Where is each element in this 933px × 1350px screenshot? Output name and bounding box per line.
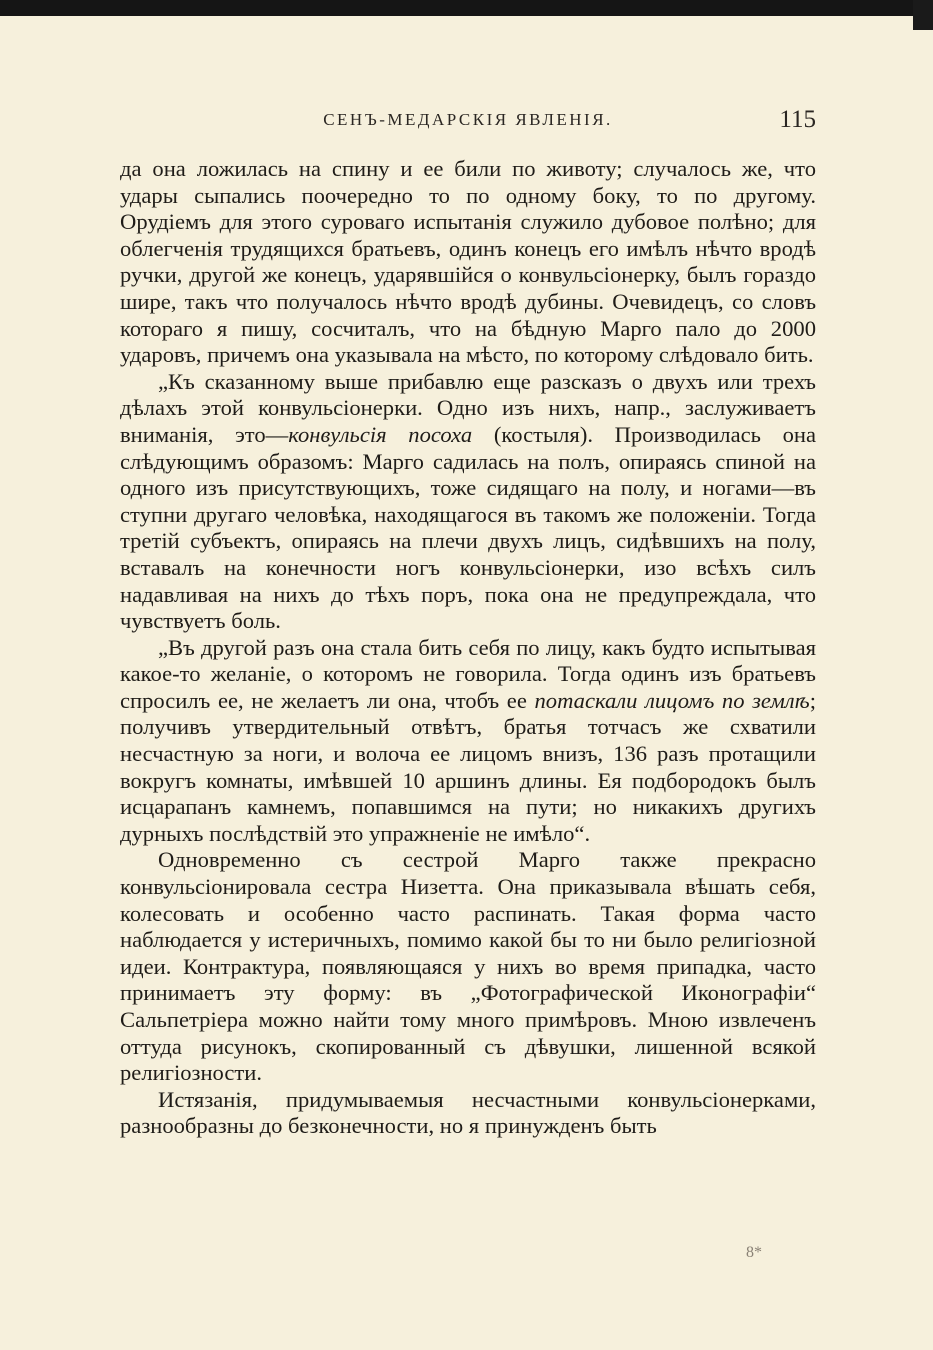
paragraph-5	[120, 1087, 816, 1140]
page-number: 115	[779, 106, 816, 133]
running-head	[120, 106, 816, 138]
paragraph-3-emphasis: потаскали лицомъ по землѣ	[534, 687, 810, 713]
paragraph-1	[120, 156, 816, 369]
paragraph-2-text-b: (костыля). Производилась она слѣдующимъ образомъ: Марго садилась на полъ, опираясь спиной на одного изъ присутствующихъ, тоже сидящаго на полу, и ногами—въ ступни другаго человѣка, находящагося въ такомъ же положенiи. Тогда третiй субъектъ, опираясь на плечи двухъ лицъ, сидѣвшихъ на полу, вставалъ на конечности ногъ конвульсiонерки, изо всѣхъ силъ надавливая на нихъ до тѣхъ поръ, пока она не предупреждала, что чувствуетъ боль.	[120, 421, 817, 634]
paragraph-3-text-b: ; получивъ утвердительный отвѣтъ, братья тотчасъ же схватили несчастную за ноги, и волоча ее лицомъ внизъ, 136 разъ протащили вокругъ комнаты, имѣвшей 10 аршинъ длины. Ея подбородокъ былъ исцарапанъ камнемъ, попавшимся на пути; но никакихъ другихъ дурныхъ послѣдствiй это упражненiе не имѣло“.	[120, 687, 816, 846]
scan-border-top	[0, 0, 933, 16]
paragraph-5-text: Истязанiя, придумываемыя несчастными конвульсiонерками, разнообразны до безконечности, но я принужденъ быть	[120, 1086, 816, 1139]
paragraph-3-text-a: „Въ другой разъ она стала бить себя по лицу, какъ будто испытывая какое-то желанiе, о которомъ не говорила. Тогда одинъ изъ братьевъ спросилъ ее, не желаетъ ли она, чтобъ ее	[120, 634, 816, 713]
paragraph-2-text-a: „Къ сказанному выше прибавлю еще разсказъ о двухъ или трехъ дѣлахъ этой конвульсiонерки. Одно изъ нихъ, напр., заслуживаетъ вниманiя, это—	[120, 368, 816, 447]
paragraph-4-text: Одновременно съ сестрой Марго также прекрасно конвульсiонировала сестра Низетта. Она приказывала вѣшать себя, колесовать и особенно часто распинать. Такая форма часто наблюдается у истеричныхъ, помимо какой бы то ни было религiозной идеи. Контрактура, появляющаяся у нихъ во время припадка, часто принимаетъ эту форму: въ „Фотографической Иконографiи“ Сальпетрiера можно найти тому много примѣровъ. Мною извлеченъ оттуда рисунокъ, скопированный съ дѣвушки, лишенной всякой религiозности.	[120, 847, 816, 1086]
paragraph-2	[120, 369, 816, 635]
scan-border-corner	[913, 0, 933, 30]
body-text	[120, 156, 816, 1140]
paragraph-3	[120, 635, 816, 848]
running-title: СЕНЪ-МЕДАРСКIЯ ЯВЛЕНIЯ.	[323, 110, 613, 129]
paragraph-4	[120, 847, 816, 1086]
paragraph-1-text: да она ложилась на спину и ее били по животу; случалось же, что удары сыпались поочередно то по одному боку, то по другому. Орудiемъ для этого суроваго испытанiя служило дубовое полѣно; для облегченiя трудящихся братьевъ, одинъ конецъ его имѣлъ нѣчто вродѣ ручки, другой же конецъ, ударявшiйся о конвульсiонерку, былъ гораздо шире, такъ что получалось нѣчто вродѣ дубины. Очевидецъ, со словъ котораго я пишу, сосчиталъ, что на бѣдную Марго пало до 2000 ударовъ, причемъ она указывала на мѣсто, по которому слѣдовало бить.	[120, 156, 816, 368]
paragraph-2-emphasis: конвульсiя посоха	[288, 421, 473, 447]
signature-mark: 8*	[746, 1244, 762, 1261]
